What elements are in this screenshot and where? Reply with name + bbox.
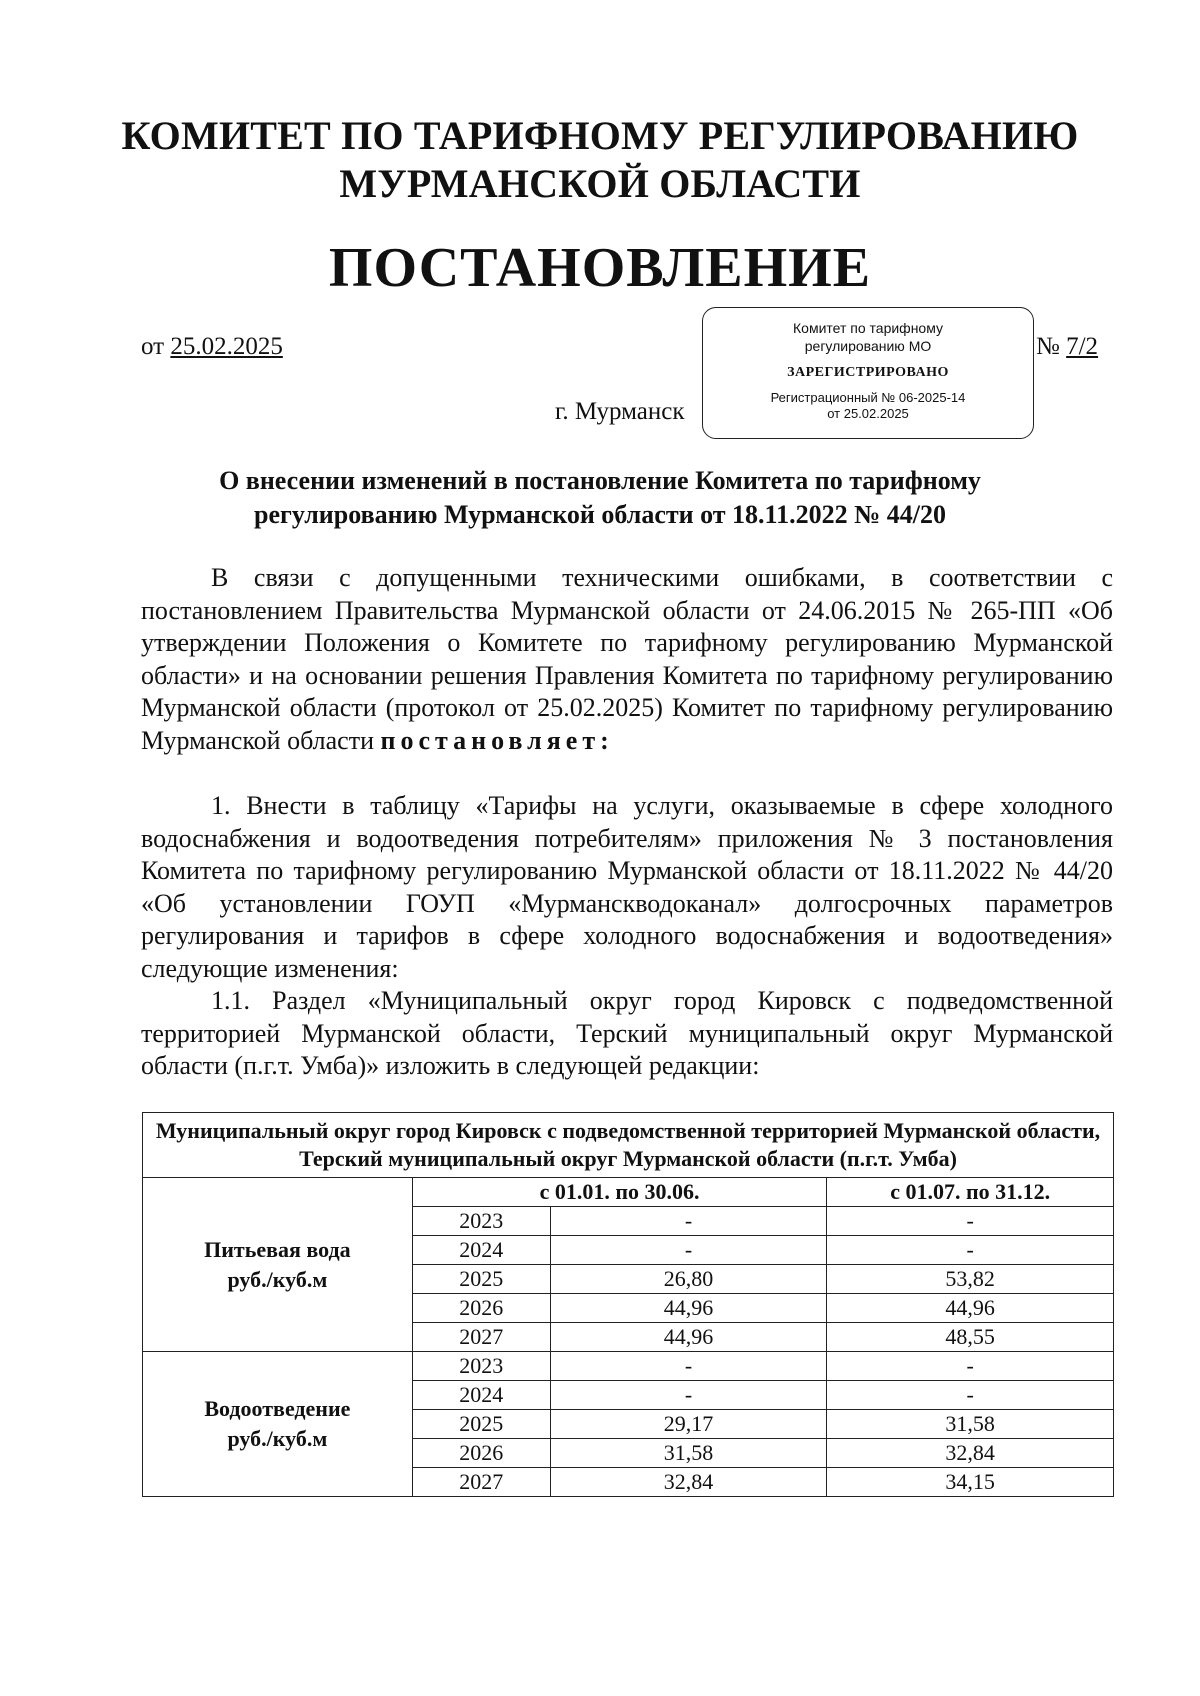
number-prefix: №: [1036, 333, 1060, 360]
subject-line1: О внесении изменений в постановление Комитета по тарифному: [219, 466, 981, 495]
stamp-reg-date: от 25.02.2025: [827, 406, 909, 421]
year-cell: 2026: [412, 1439, 550, 1468]
table-row: [143, 1352, 1114, 1381]
service-name: Питьевая вода: [204, 1236, 351, 1262]
document-subject: [150, 464, 1050, 532]
period-header-second-half: с 01.07. по 31.12.: [827, 1178, 1114, 1207]
tariff-second-half-cell: 44,96: [827, 1294, 1114, 1323]
table-title: Муниципальный округ город Кировск с подведомственной территорией Мурманской области, Терский муниципальный округ Мурманской области (п.г.т. Умба): [143, 1113, 1114, 1178]
year-cell: 2025: [412, 1265, 550, 1294]
registration-stamp: [702, 307, 1034, 439]
service-unit: руб./куб.м: [227, 1266, 328, 1292]
year-cell: 2023: [412, 1352, 550, 1381]
organization-name-line2: МУРМАНСКОЙ ОБЛАСТИ: [339, 161, 861, 206]
tariff-first-half-cell: 44,96: [550, 1294, 827, 1323]
tariff-second-half-cell: 48,55: [827, 1323, 1114, 1352]
period-header-row: [143, 1178, 1114, 1207]
table-title-row: [143, 1113, 1114, 1178]
preamble-text: В связи с допущенными техническими ошибками, в соответствии с постановлением Правительства Мурманской области от 24.06.2015 № 265-ПП «Об утверждении Положения о Комитете по тарифному регулированию Мурманской области» и на основании решения Правления Комитета по тарифному регулированию Мурманской области (протокол от 25.02.2025) Комитет по тарифному регулированию Мурманской области: [141, 563, 1113, 755]
tariff-first-half-cell: 32,84: [550, 1468, 827, 1497]
tariff-first-half-cell: 26,80: [550, 1265, 827, 1294]
stamp-line2: регулированию МО: [804, 338, 932, 354]
tariff-second-half-cell: 32,84: [827, 1439, 1114, 1468]
service-name: Водоотведение: [204, 1396, 351, 1421]
tariff-table: [142, 1112, 1114, 1497]
year-cell: 2024: [412, 1381, 550, 1410]
resolution-keyword: постановляет:: [380, 725, 614, 755]
tariff-second-half-cell: 31,58: [827, 1410, 1114, 1439]
stamp-reg-number: Регистрационный № 06-2025-14: [770, 390, 966, 405]
tariff-second-half-cell: -: [827, 1381, 1114, 1410]
service-category-cell: [143, 1352, 413, 1497]
tariff-second-half-cell: 53,82: [827, 1265, 1114, 1294]
document-date-line: [141, 333, 283, 361]
tariff-first-half-cell: 31,58: [550, 1439, 827, 1468]
year-cell: 2027: [412, 1323, 550, 1352]
tariff-first-half-cell: -: [550, 1207, 827, 1236]
tariff-second-half-cell: -: [827, 1207, 1114, 1236]
city: г. Мурманск: [555, 398, 685, 425]
stamp-status: ЗАРЕГИСТРИРОВАНО: [787, 365, 949, 380]
organization-name: [0, 112, 1200, 208]
document-type: ПОСТАНОВЛЕНИЕ: [328, 237, 872, 299]
year-cell: 2027: [412, 1468, 550, 1497]
year-cell: 2025: [412, 1410, 550, 1439]
paragraph-item-1: 1. Внести в таблицу «Тарифы на услуги, оказываемые в сфере холодного водоснабжения и водоотведения потребителям» приложения № 3 постановления Комитета по тарифному регулированию Мурманской области от 18.11.2022 № 44/20 «Об установлении ГОУП «Мурманскводоканал» долгосрочных параметров регулирования и тарифов в сфере холодного водоснабжения и водоотведения» следующие изменения:: [141, 791, 1113, 983]
year-cell: 2026: [412, 1294, 550, 1323]
paragraph-item-1-1: 1.1. Раздел «Муниципальный округ город Кировск с подведомственной территорией Мурманской области, Терский муниципальный округ Мурманской области (п.г.т. Умба)» изложить в следующей редакции:: [141, 986, 1113, 1080]
tariff-first-half-cell: -: [550, 1352, 827, 1381]
document-date: 25.02.2025: [170, 333, 283, 360]
tariff-second-half-cell: 34,15: [827, 1468, 1114, 1497]
document-number: 7/2: [1066, 333, 1099, 360]
stamp-line1: Комитет по тарифному: [793, 320, 943, 336]
tariff-first-half-cell: -: [550, 1236, 827, 1265]
document-number-line: [1036, 333, 1098, 361]
tariff-second-half-cell: -: [827, 1352, 1114, 1381]
tariff-first-half-cell: -: [550, 1381, 827, 1410]
subject-line2: регулированию Мурманской области от 18.11.2022 № 44/20: [254, 500, 946, 529]
year-cell: 2024: [412, 1236, 550, 1265]
period-header-first-half: с 01.01. по 30.06.: [412, 1178, 827, 1207]
year-cell: 2023: [412, 1207, 550, 1236]
organization-name-line1: КОМИТЕТ ПО ТАРИФНОМУ РЕГУЛИРОВАНИЮ: [121, 113, 1079, 158]
service-unit: руб./куб.м: [227, 1426, 328, 1451]
tariff-first-half-cell: 29,17: [550, 1410, 827, 1439]
date-prefix: от: [141, 333, 165, 360]
service-category-cell: [143, 1178, 413, 1352]
paragraph-preamble: [141, 562, 1113, 757]
tariff-first-half-cell: 44,96: [550, 1323, 827, 1352]
tariff-second-half-cell: -: [827, 1236, 1114, 1265]
